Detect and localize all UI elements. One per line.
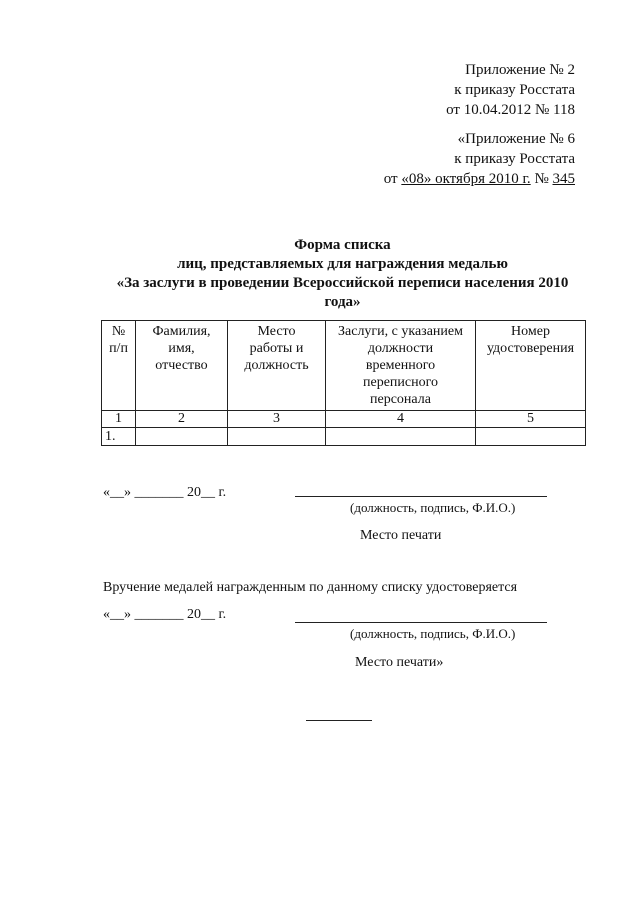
header-workplace: Место работы и должность — [228, 321, 326, 411]
original-order-no-sign: № — [534, 171, 549, 187]
header-number: № п/п — [102, 321, 136, 411]
original-appendix-header — [330, 129, 575, 189]
form-title — [100, 236, 585, 312]
order-reference: к приказу Росстата — [454, 82, 575, 98]
appendix-header — [330, 60, 575, 120]
form-title-line-3: «За заслуги в проведении Всероссийской переписи населения 2010 — [116, 275, 569, 291]
header-full-name: Фамилия, имя, отчество — [136, 321, 228, 411]
column-number: 5 — [476, 411, 586, 428]
form-title-line-4: года» — [324, 294, 361, 310]
form-title-line-1: Форма списка — [294, 237, 391, 253]
table-cell — [326, 428, 476, 446]
table-header-row — [102, 321, 586, 411]
column-number: 4 — [326, 411, 476, 428]
sign1-seal: Место печати — [360, 528, 442, 543]
sign2-date: «__» _______ 20__ г. — [103, 607, 227, 622]
table-cell — [136, 428, 228, 446]
column-number: 2 — [136, 411, 228, 428]
original-order-reference: к приказу Росстата — [454, 151, 575, 167]
award-list-table — [101, 320, 586, 446]
award-confirmation-text: Вручение медалей награжденным по данному списку удостоверяется — [103, 580, 518, 595]
original-order-date-value: «08» октября 2010 г. — [401, 171, 531, 187]
table-cell — [228, 428, 326, 446]
original-order-date — [330, 169, 575, 189]
sign2-signature-line — [295, 622, 547, 623]
header-certificate-number: Номер удостоверения — [476, 321, 586, 411]
form-title-line-2: лиц, представляемых для награждения медалью — [177, 256, 508, 272]
header-merits: Заслуги, с указанием должности временного переписного персонала — [326, 321, 476, 411]
sign2-seal: Место печати» — [355, 655, 444, 670]
column-number-row — [102, 411, 586, 428]
sign1-signature-line — [295, 496, 547, 497]
table-row — [102, 428, 586, 446]
sign1-caption: (должность, подпись, Ф.И.О.) — [350, 500, 516, 515]
column-number: 3 — [228, 411, 326, 428]
original-appendix-number: «Приложение № 6 — [457, 131, 575, 147]
original-order-number: 345 — [552, 171, 575, 187]
table-cell — [476, 428, 586, 446]
column-number: 1 — [102, 411, 136, 428]
appendix-number: Приложение № 2 — [465, 62, 575, 78]
sign1-date: «__» _______ 20__ г. — [103, 485, 227, 500]
order-date: от 10.04.2012 № 118 — [446, 102, 575, 118]
table-cell: 1. — [102, 428, 136, 446]
closing-divider — [306, 720, 372, 721]
sign2-caption: (должность, подпись, Ф.И.О.) — [350, 626, 516, 641]
original-order-date-prefix: от — [383, 171, 398, 187]
